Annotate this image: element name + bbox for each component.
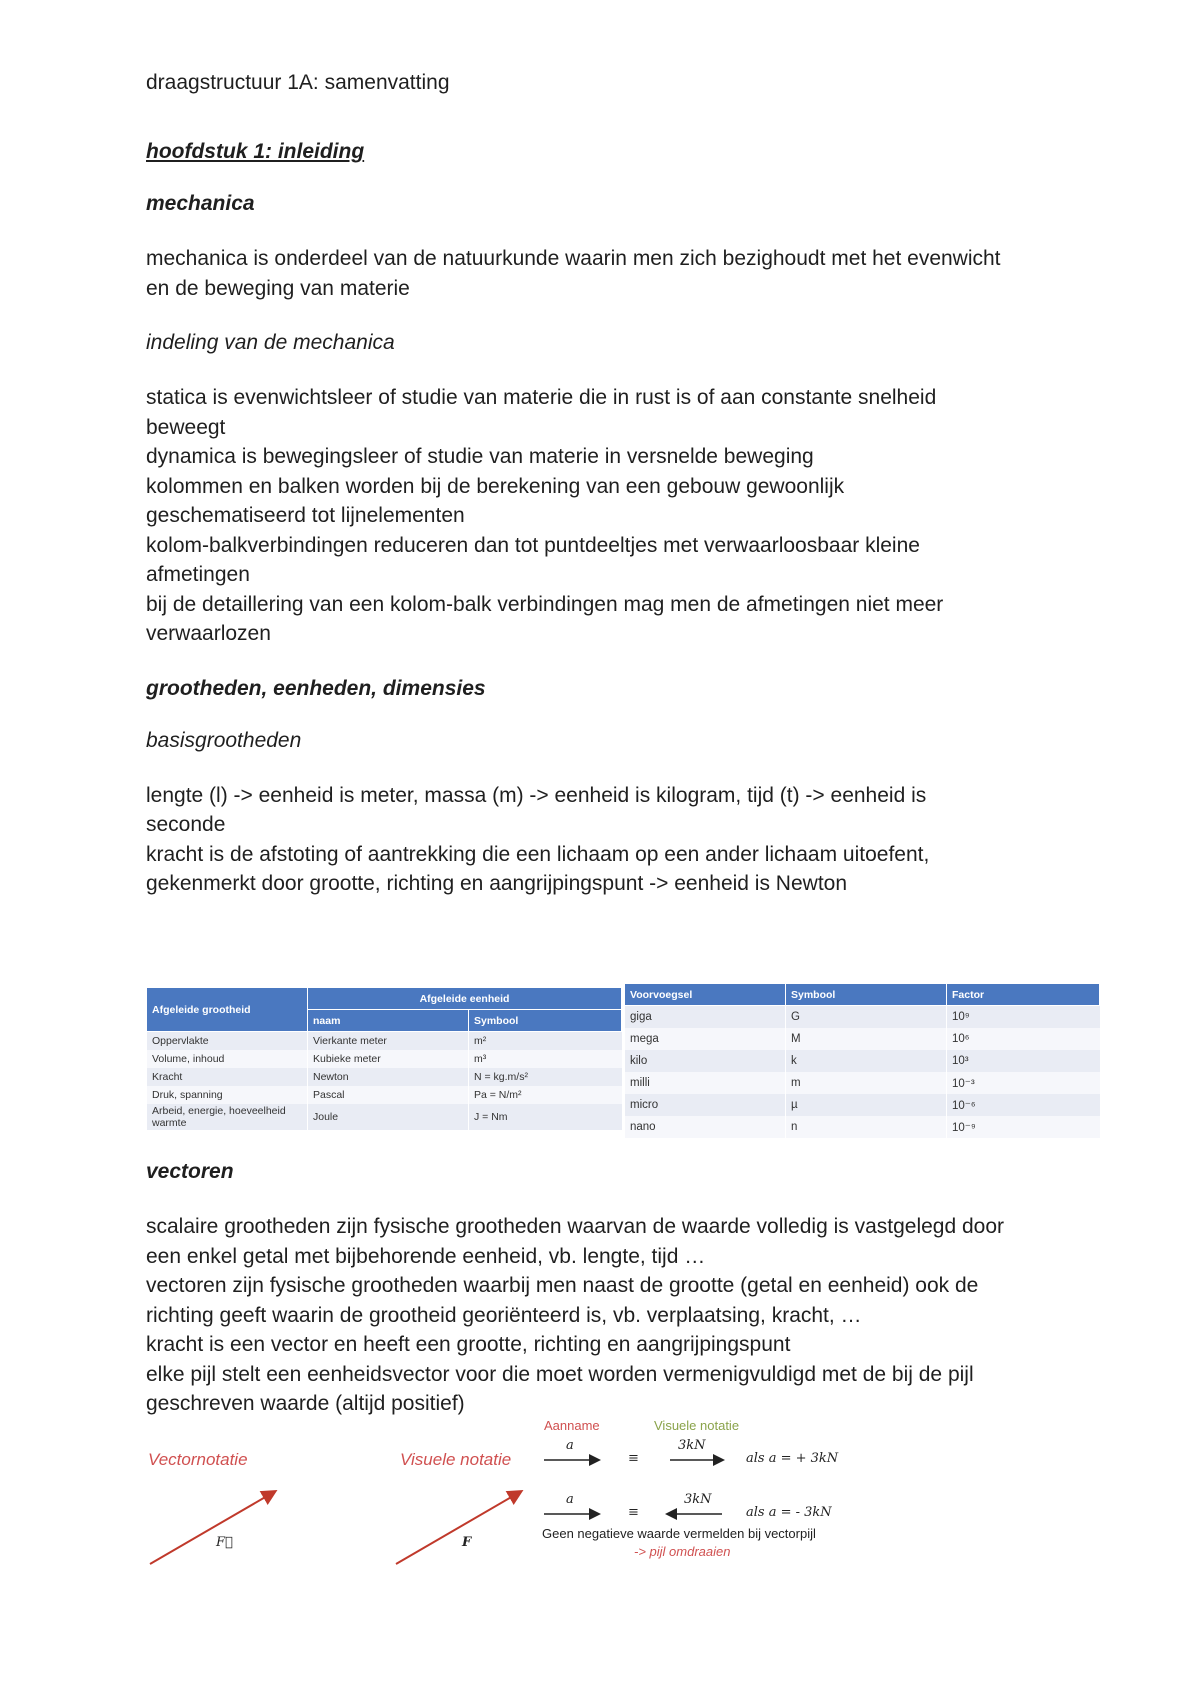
text-line: elke pijl stelt een eenheidsvector voor die moet worden vermenigvuldigd met de bij de pijl	[146, 1362, 974, 1386]
table-header: Afgeleide grootheid	[147, 988, 308, 1032]
table-cell: M	[786, 1028, 947, 1050]
table-cell: 10⁻⁶	[947, 1094, 1100, 1116]
value-2: 3kN	[684, 1492, 712, 1507]
table-header: Symbool	[786, 984, 947, 1006]
table-cell: Druk, spanning	[147, 1086, 308, 1104]
als-text-2: als a = - 3kN	[746, 1505, 832, 1520]
equiv-2: ≡	[628, 1505, 639, 1520]
text-line: lengte (l) -> eenheid is meter, massa (m) -> eenheid is kilogram, tijd (t) -> eenheid is	[146, 783, 927, 807]
section-heading-mechanica: mechanica	[146, 192, 255, 215]
table-cell: G	[786, 1006, 947, 1029]
table-row	[625, 1116, 1100, 1138]
table-cell: Joule	[308, 1104, 469, 1130]
vector-symbol-f-plain: F	[462, 1535, 472, 1550]
table-header: Afgeleide eenheid	[308, 988, 622, 1010]
table-cell: Pascal	[308, 1086, 469, 1104]
table-cell: Arbeid, energie, hoeveelheid warmte	[147, 1104, 308, 1130]
visuele-notatie-label: Visuele notatie	[400, 1450, 512, 1469]
prefix-table	[624, 983, 1100, 1138]
text-line: beweegt	[146, 415, 226, 439]
paragraph-indeling	[146, 383, 1106, 649]
table-cell: nano	[625, 1116, 786, 1138]
table-row	[147, 1086, 622, 1104]
table-cell: micro	[625, 1094, 786, 1116]
value-1: 3kN	[678, 1438, 706, 1453]
table-row	[625, 1006, 1100, 1029]
paragraph-vectoren	[146, 1212, 1106, 1419]
derived-units-table	[146, 987, 622, 1130]
table-row	[625, 1050, 1100, 1072]
vectornotatie-label: Vectornotatie	[148, 1450, 248, 1469]
vectoren-section	[146, 1160, 1106, 1447]
section-heading-vectoren: vectoren	[146, 1160, 234, 1183]
vector-arrow-1	[150, 1492, 274, 1564]
table-cell: Volume, inhoud	[147, 1050, 308, 1068]
table-row	[625, 1072, 1100, 1094]
text-line: gekenmerkt door grootte, richting en aangrijpingspunt -> eenheid is Newton	[146, 872, 848, 895]
text-line: afmetingen	[146, 563, 250, 586]
table-cell: Vierkante meter	[308, 1032, 469, 1051]
table-cell: Kracht	[147, 1068, 308, 1086]
vector-notation-figure	[146, 1418, 886, 1568]
text-line: seconde	[146, 813, 226, 836]
document-title: draagstructuur 1A: samenvatting	[146, 71, 450, 94]
units-tables	[146, 983, 1100, 1145]
table-header: Voorvoegsel	[625, 984, 786, 1006]
section-heading-grootheden: grootheden, eenheden, dimensies	[146, 676, 486, 700]
text-line: bij de detaillering van een kolom-balk verbindingen mag men de afmetingen niet meer	[146, 592, 944, 616]
text-line: kolommen en balken worden bij de berekening van een gebouw gewoonlijk	[146, 474, 845, 498]
text-line: geschematiseerd tot lijnelementen	[146, 504, 465, 527]
document-page	[146, 68, 1106, 927]
table-cell: m³	[469, 1050, 622, 1068]
table-header: naam	[308, 1010, 469, 1032]
table-row	[147, 1104, 622, 1130]
text-line: geschreven waarde (altijd positief)	[146, 1392, 465, 1415]
table-cell: J = Nm	[469, 1104, 622, 1130]
chapter-heading: hoofdstuk 1: inleiding	[146, 140, 365, 163]
table-cell: n	[786, 1116, 947, 1138]
table-cell: m²	[469, 1032, 622, 1051]
table-cell: kilo	[625, 1050, 786, 1072]
table-header: Symbool	[469, 1010, 622, 1032]
text-line: verwaarlozen	[146, 622, 271, 645]
text-line: kracht is een vector en heeft een grootte, richting en aangrijpingspunt	[146, 1333, 791, 1356]
als-text-1: als a = + 3kN	[746, 1451, 839, 1466]
table-cell: 10⁻³	[947, 1072, 1100, 1094]
table-cell: 10⁶	[947, 1028, 1100, 1050]
text-line: scalaire grootheden zijn fysische grootheden waarvan de waarde volledig is vastgelegd door	[146, 1215, 1005, 1238]
table-header: Factor	[947, 984, 1100, 1006]
text-line: mechanica is onderdeel van de natuurkunde waarin men zich bezighoudt met het evenwicht	[146, 247, 1001, 270]
note-negative-value: Geen negatieve waarde vermelden bij vectorpijl	[542, 1526, 816, 1541]
table-cell: Newton	[308, 1068, 469, 1086]
text-line: een enkel getal met bijbehorende eenheid, vb. lengte, tijd …	[146, 1244, 706, 1268]
table-cell: milli	[625, 1072, 786, 1094]
table-cell: 10³	[947, 1050, 1100, 1072]
subheading-basisgrootheden: basisgrootheden	[146, 728, 302, 752]
note-flip-arrow: -> pijl omdraaien	[634, 1544, 731, 1559]
table-cell: N = kg.m/s²	[469, 1068, 622, 1086]
text-line: kolom-balkverbindingen reduceren dan tot puntdeeltjes met verwaarloosbaar kleine	[146, 533, 920, 557]
text-line: dynamica is bewegingsleer of studie van materie in versnelde beweging	[146, 445, 814, 468]
paragraph-mechanica	[146, 244, 1106, 303]
aanname-header: Aanname	[544, 1418, 600, 1433]
table-cell: m	[786, 1072, 947, 1094]
visuele-notatie-header: Visuele notatie	[654, 1418, 740, 1433]
table-row	[147, 1032, 622, 1051]
equiv-1: ≡	[628, 1451, 639, 1466]
text-line: kracht is de afstoting of aantrekking die een lichaam op een ander lichaam uitoefent,	[146, 842, 930, 866]
table-cell: Oppervlakte	[147, 1032, 308, 1051]
table-row	[625, 1094, 1100, 1116]
table-row	[147, 1068, 622, 1086]
table-cell: Pa = N/m²	[469, 1086, 622, 1104]
subheading-indeling: indeling van de mechanica	[146, 331, 395, 354]
paragraph-basisgrootheden	[146, 781, 1106, 899]
aanname-a-1: a	[566, 1438, 574, 1453]
text-line: richting geeft waarin de grootheid georiënteerd is, vb. verplaatsing, kracht, …	[146, 1303, 862, 1327]
table-cell: 10⁹	[947, 1006, 1100, 1029]
vector-symbol-f: F⃗	[216, 1535, 233, 1550]
vector-arrow-2	[396, 1492, 520, 1564]
table-cell: mega	[625, 1028, 786, 1050]
table-cell: giga	[625, 1006, 786, 1029]
table-cell: µ	[786, 1094, 947, 1116]
table-row	[147, 1050, 622, 1068]
table-cell: Kubieke meter	[308, 1050, 469, 1068]
aanname-a-2: a	[566, 1492, 574, 1507]
table-cell: 10⁻⁹	[947, 1116, 1100, 1138]
text-line: en de beweging van materie	[146, 276, 410, 300]
vector-arrows-svg	[146, 1418, 886, 1568]
table-row	[625, 1028, 1100, 1050]
text-line: vectoren zijn fysische grootheden waarbij men naast de grootte (getal en eenheid) ook de	[146, 1274, 979, 1297]
table-cell: k	[786, 1050, 947, 1072]
text-line: statica is evenwichtsleer of studie van materie die in rust is of aan constante snelheid	[146, 386, 937, 409]
